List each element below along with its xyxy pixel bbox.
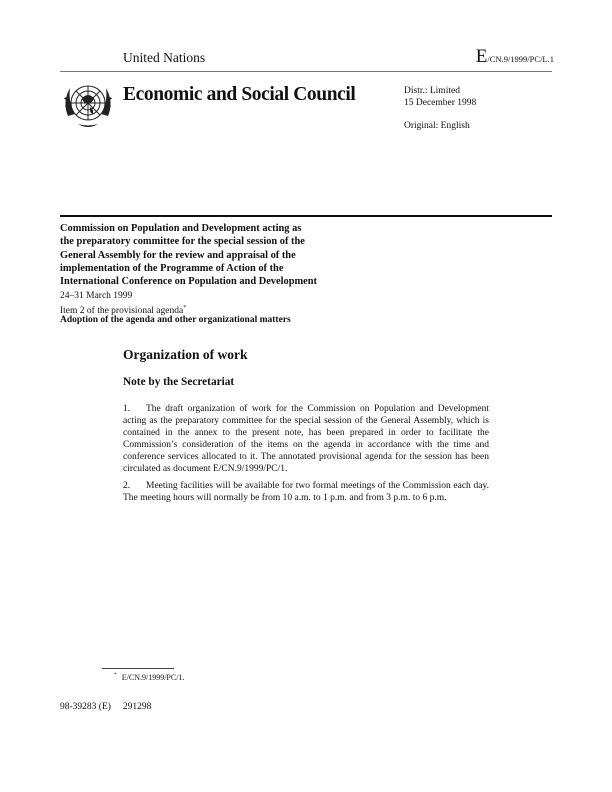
distribution-info <box>404 85 476 109</box>
date-code: 291298 <box>122 702 152 712</box>
session-info <box>60 290 186 317</box>
job-number <box>60 702 163 712</box>
issue-date: 15 December 1998 <box>404 98 477 108</box>
commission-line: Commission on Population and Development acting as <box>60 223 302 234</box>
job-number-text: 98-39283 (E) <box>60 702 111 712</box>
document-symbol-prefix: E <box>475 46 488 67</box>
agenda-item-text: Item 2 of the provisional agenda <box>60 306 184 316</box>
footnote-divider <box>102 668 174 669</box>
document-subtitle: Note by the Secretariat <box>123 376 235 388</box>
document-title: Organization of work <box>123 347 248 362</box>
header-divider <box>60 71 552 72</box>
commission-line: the preparatory committee for the special session of the <box>60 236 305 248</box>
original-language: Original: English <box>404 121 470 131</box>
paragraph-number: 2. <box>123 481 131 491</box>
council-name: Economic and Social Council <box>123 84 356 105</box>
footnote-text: E/CN.9/1999/PC/1. <box>121 673 185 682</box>
distribution-status: Distr.: Limited <box>404 86 460 96</box>
section-divider <box>60 215 552 217</box>
footnote-reference[interactable]: * <box>183 305 187 311</box>
commission-heading <box>60 222 370 288</box>
paragraph-number: 1. <box>123 404 131 414</box>
agenda-title: Adoption of the agenda and other organizational matters <box>60 315 291 325</box>
paragraph <box>123 480 489 504</box>
un-emblem-icon <box>60 76 116 132</box>
footnote <box>114 672 184 682</box>
paragraph <box>123 403 489 475</box>
commission-line: General Assembly for the review and appraisal of the <box>60 249 296 261</box>
commission-line: implementation of the Programme of Action of the <box>60 262 284 274</box>
commission-line: International Conference on Population and Development <box>60 276 317 288</box>
session-dates: 24–31 March 1999 <box>60 291 133 301</box>
paragraph-text: The draft organization of work for the Commission on Population and Development acting as the preparatory committee for the special session of the General Assembly, which is contained in the annex to the present note, has been prepared in order to facilitate the Commission’s consideration of the items on the agenda in accordance with the time and conference services allocated to it. The annotated provisional agenda for the session has been circulated as document E/CN.9/1999/PC/1. <box>123 404 489 474</box>
paragraph-text: Meeting facilities will be available for two formal meetings of the Commission each day. The meeting hours will normally be from 10 a.m. to 1 p.m. and from 3 p.m. to 6 p.m. <box>123 481 489 503</box>
organization-name: United Nations <box>123 50 206 65</box>
document-symbol <box>476 46 554 68</box>
document-symbol-rest: /CN.9/1999/PC/L.1 <box>487 54 554 64</box>
footnote-mark: * <box>114 672 117 678</box>
